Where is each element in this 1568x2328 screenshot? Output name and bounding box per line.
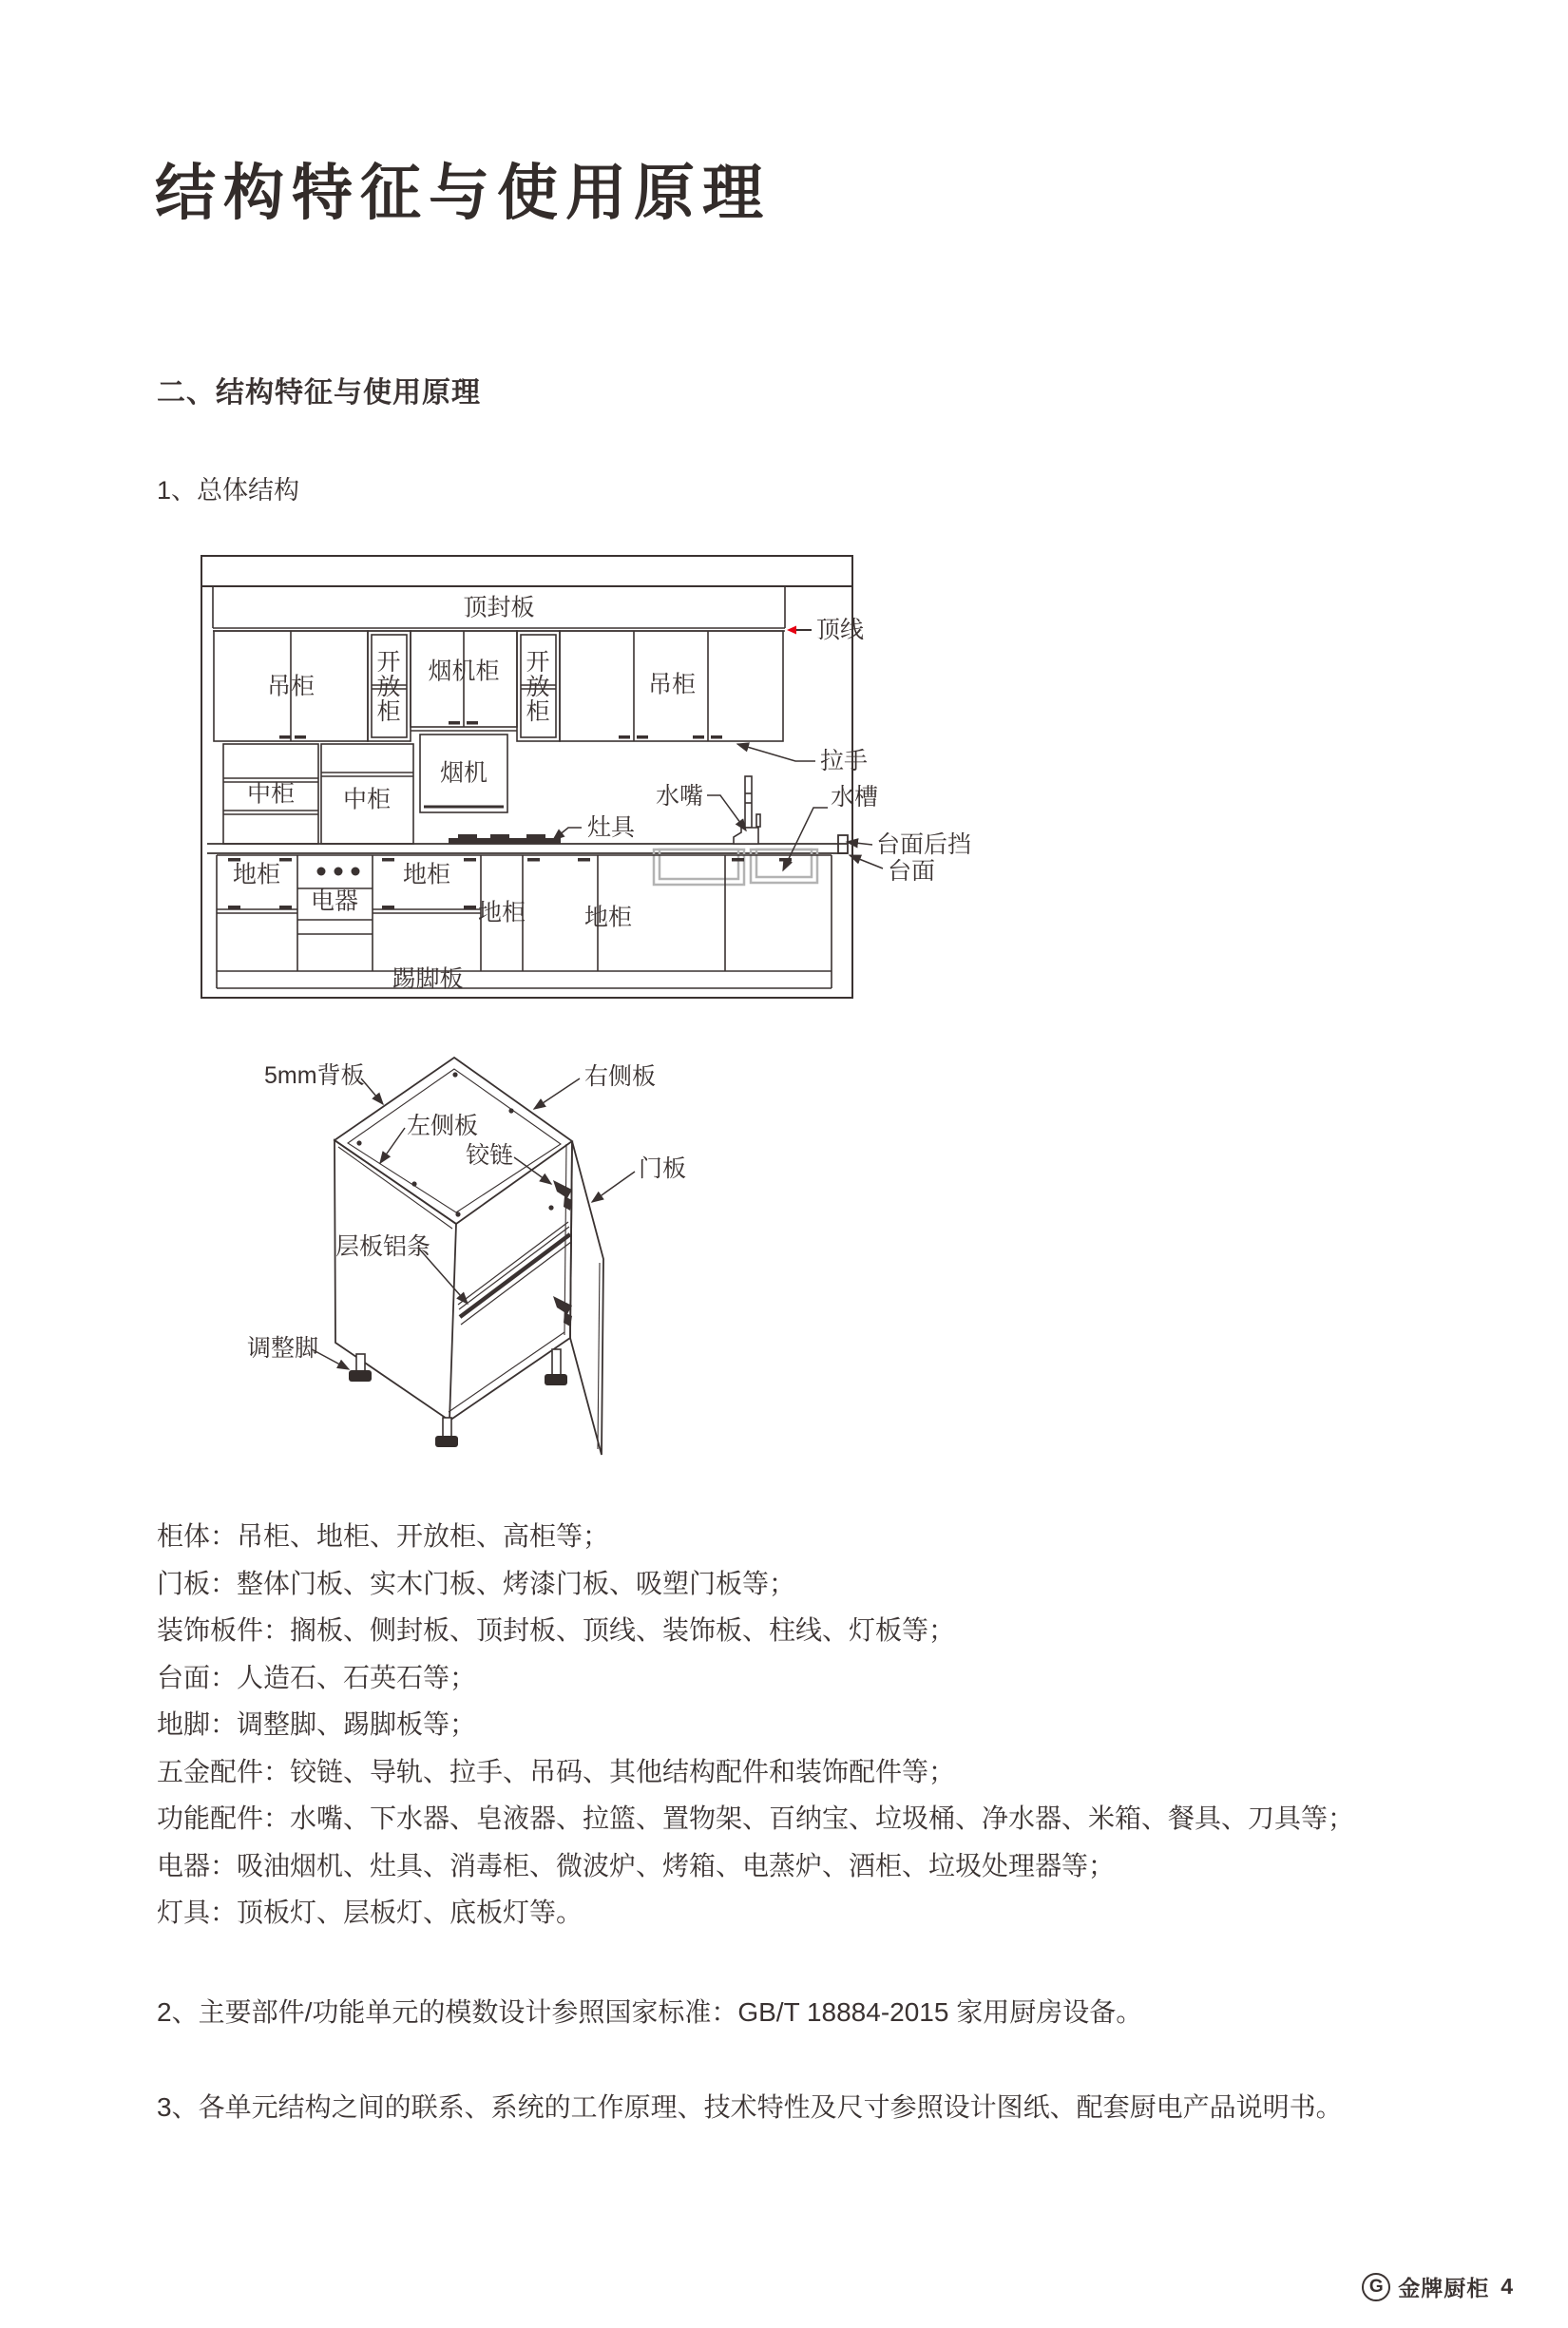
label-sink: 水槽 [831,784,879,811]
subsection-heading: 1、总体结构 [157,476,300,505]
label-counter-backsplash: 台面后挡 [876,831,972,858]
label-left-side-panel: 左侧板 [407,1113,479,1139]
label-appliance: 电器 [310,887,359,915]
outer-frame [201,556,852,998]
base-cabinet-3d-diagram [238,1048,827,1523]
label-open-cabinet-right: 开放柜 [526,649,550,725]
shelf-shape [458,1222,571,1325]
footer-brand [1362,2271,1513,2302]
label-hood: 烟机 [439,759,488,787]
component-line: 地脚：调整脚、踢脚板等； [157,1709,477,1739]
faucet-shape [734,776,760,844]
note-item2: 2、主要部件/功能单元的模数设计参照国家标准：GB/T 18884-2015 家用厨房设备。 [157,1997,1143,2027]
label-kickboard: 踢脚板 [392,965,464,993]
component-line: 电器：吸油烟机、灶具、消毒柜、微波炉、烤箱、电蒸炉、酒柜、垃圾处理器等； [157,1850,1116,1880]
component-line: 灯具：顶板灯、层板灯、底板灯等。 [157,1898,583,1927]
brand-logo-icon: G [1362,2273,1390,2301]
appliance-knobs [317,868,360,876]
label-wall-cabinet-left: 吊柜 [266,673,316,700]
crown-arrow [787,626,812,635]
component-line: 五金配件：铰链、导轨、拉手、吊码、其他结构配件和装饰配件等； [157,1756,956,1786]
label-base-cabinet-1: 地柜 [232,861,281,888]
brand-name: 金牌厨柜 [1398,2276,1490,2300]
label-right-side-panel: 右侧板 [584,1063,657,1090]
label-open-cabinet-left: 开放柜 [376,649,401,725]
label-mid-cabinet-right: 中柜 [342,786,392,813]
label-base-cabinet-3: 地柜 [477,899,526,926]
note-item3: 3、各单元结构之间的联系、系统的工作原理、技术特性及尺寸参照设计图纸、配套厨电产品说明书。 [157,2092,1343,2122]
label-base-cabinet-4: 地柜 [583,904,633,931]
label-crown-line: 顶线 [816,617,865,643]
feet-shapes [349,1349,567,1447]
label-handle: 拉手 [820,748,869,774]
component-line: 门板：整体门板、实木门板、烤漆门板、吸塑门板等； [157,1568,796,1598]
label-cooktop: 灶具 [587,814,636,841]
page-title: 结构特征与使用原理 [155,159,771,227]
cabinet-linework [238,1048,827,1523]
label-door-panel: 门板 [639,1155,687,1182]
label-mid-cabinet-left: 中柜 [246,780,296,808]
cooktop-shape [449,834,561,844]
component-list [157,1513,1354,1937]
label-top-panel: 顶封板 [463,594,535,621]
kitchen-elevation-diagram [200,554,988,1005]
label-hinge: 铰链 [466,1142,514,1169]
label-countertop: 台面 [888,858,936,885]
component-line: 台面：人造石、石英石等； [157,1662,477,1692]
label-base-cabinet-2: 地柜 [402,861,451,888]
page-number: 4 [1501,2274,1513,2299]
label-wall-cabinet-right: 吊柜 [647,671,697,698]
kitchen-linework [200,554,988,1005]
label-shelf-strip: 层板铝条 [335,1233,431,1260]
label-back-panel: 5mm背板 [264,1062,365,1089]
screw-dots [356,1072,553,1216]
component-line: 装饰板件：搁板、侧封板、顶封板、顶线、装饰板、柱线、灯板等； [157,1615,956,1645]
component-line: 功能配件：水嘴、下水器、皂液器、拉篮、置物架、百纳宝、垃圾桶、净水器、米箱、餐具、刀具等； [157,1803,1355,1833]
label-faucet: 水嘴 [656,783,704,810]
label-hood-cabinet: 烟机柜 [428,658,500,685]
component-line: 柜体：吊柜、地柜、开放柜、高柜等； [157,1521,610,1551]
section-heading: 二、结构特征与使用原理 [157,377,481,409]
label-leveling-feet: 调整脚 [247,1335,319,1362]
